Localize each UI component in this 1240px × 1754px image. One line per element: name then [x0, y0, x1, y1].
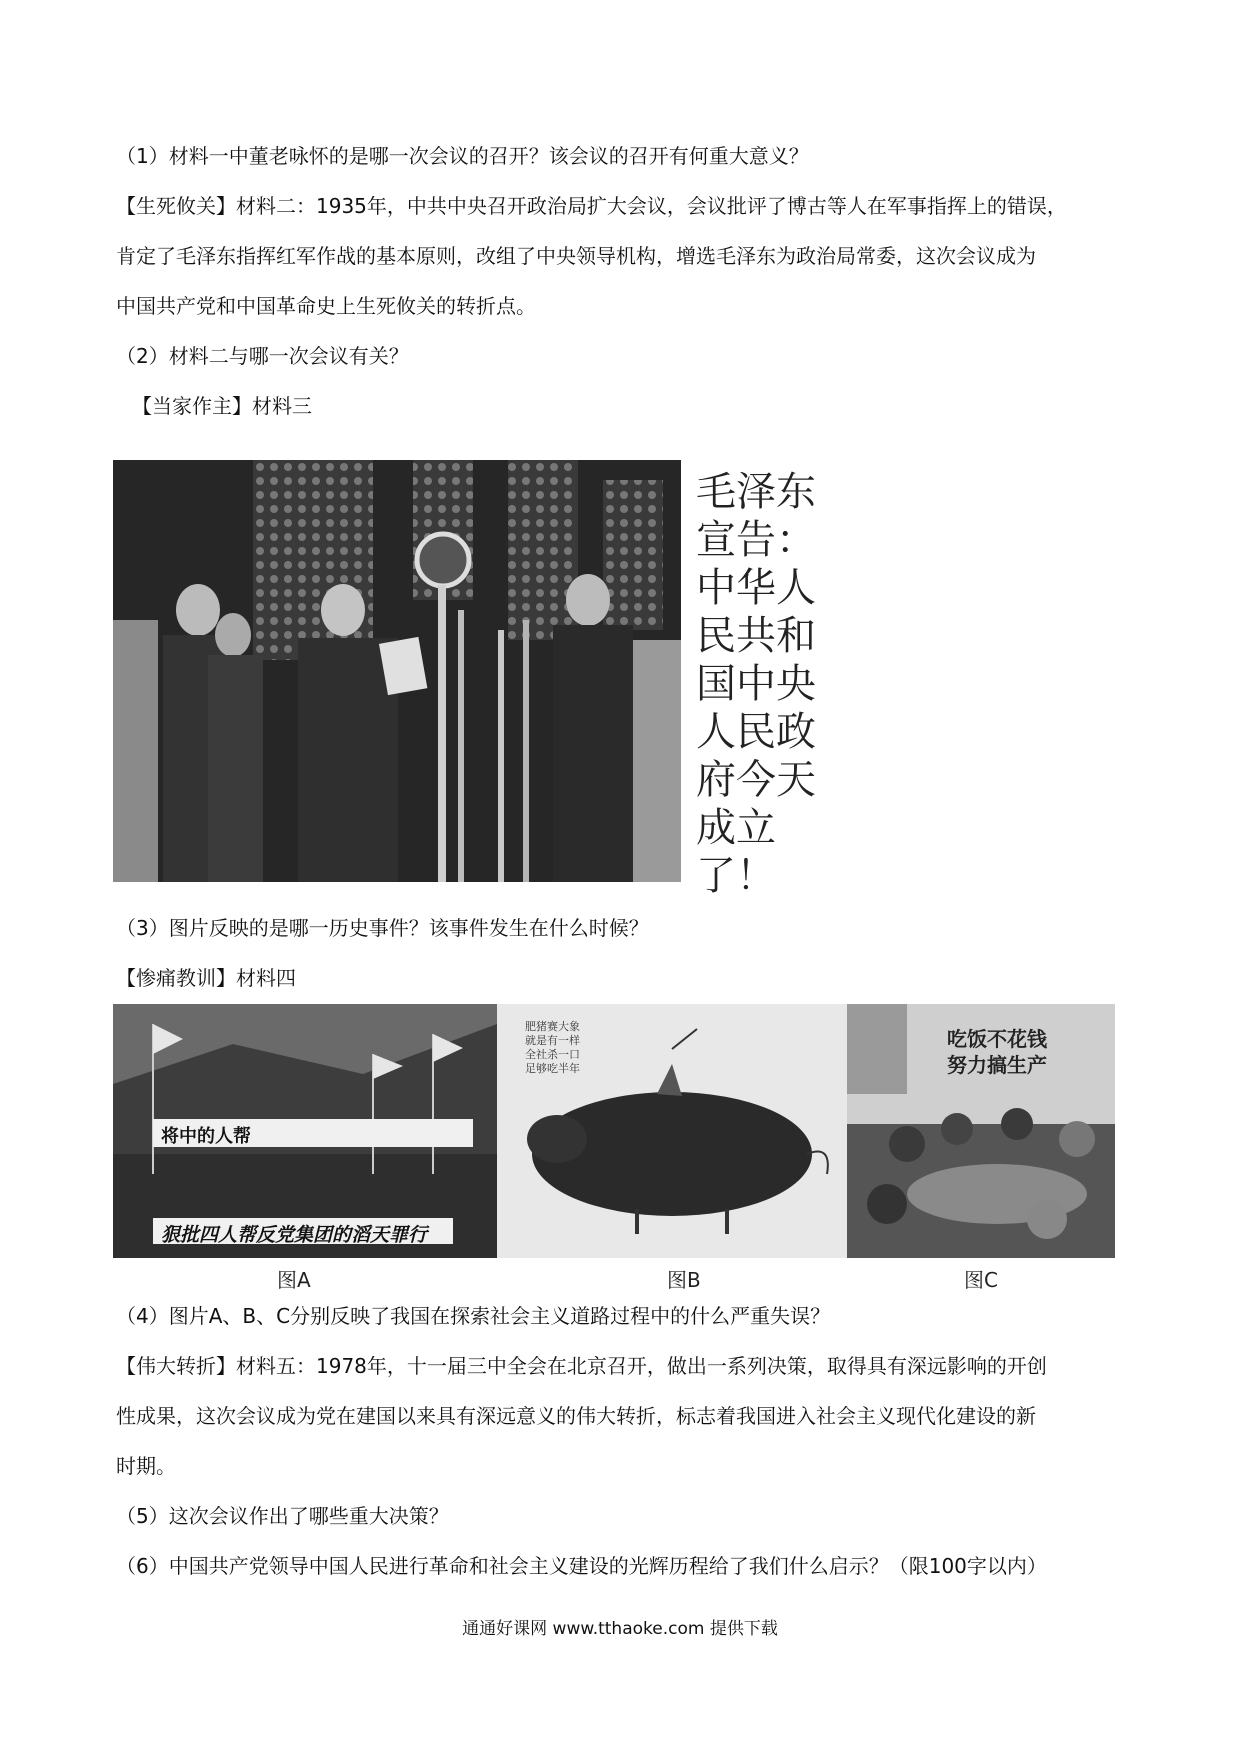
- caption-line: 宣告：: [696, 517, 816, 563]
- poem-line: 全社杀一口: [525, 1048, 580, 1061]
- proclamation-photo: [113, 460, 681, 882]
- material-4-heading: 【惨痛教训】材料四: [116, 966, 296, 990]
- caption-line: 中华人: [696, 565, 816, 611]
- material-2-line-1: 【生死攸关】材料二：1935年，中共中央召开政治局扩大会议，会议批评了博古等人在军事指挥上的错误，: [116, 194, 1067, 218]
- material-5-line-3: 时期。: [116, 1454, 176, 1478]
- material-2-line-2: 肯定了毛泽东指挥红军作战的基本原则，改组了中央领导机构，增选毛泽东为政治局常委，这次会议成为: [116, 244, 1036, 268]
- question-1: （1）材料一中董老咏怀的是哪一次会议的召开？该会议的召开有何重大意义？: [116, 144, 809, 168]
- slogan-line: 吃饭不花钱: [947, 1027, 1047, 1051]
- material-5-line-1: 【伟大转折】材料五：1978年，十一届三中全会在北京召开，做出一系列决策，取得具有深远影响的开创: [116, 1354, 1047, 1378]
- question-5: （5）这次会议作出了哪些重大决策？: [116, 1504, 449, 1528]
- caption-line: 毛泽东: [696, 469, 816, 515]
- material-5-line-2: 性成果，这次会议成为党在建国以来具有深远意义的伟大转折，标志着我国进入社会主义现代化建设的新: [116, 1404, 1036, 1428]
- figure-c-label: 图C: [964, 1268, 998, 1292]
- material-2-line-3: 中国共产党和中国革命史上生死攸关的转折点。: [116, 294, 536, 318]
- proclamation-photo-graphic: [113, 460, 681, 882]
- material-3-heading: 【当家作主】材料三: [132, 394, 312, 418]
- question-4: （4）图片A、B、C分别反映了我国在探索社会主义道路过程中的什么严重失误？: [116, 1304, 831, 1328]
- caption-line: 国中央: [696, 661, 816, 707]
- poem-line: 足够吃半年: [525, 1062, 580, 1075]
- proclamation-caption: [696, 468, 846, 899]
- caption-line: 府今天: [696, 757, 816, 803]
- caption-line: 民共和: [696, 613, 816, 659]
- figure-c-photo: [847, 1004, 1115, 1258]
- page-footer: 通通好课网 www.tthaoke.com 提供下载: [462, 1619, 778, 1639]
- figure-b-poem: [525, 1020, 580, 1076]
- figure-a-banner-top: 将中的人帮: [161, 1126, 251, 1147]
- caption-line: 成立了！: [696, 805, 776, 899]
- slogan-line: 努力搞生产: [947, 1053, 1047, 1077]
- question-3: （3）图片反映的是哪一历史事件？该事件发生在什么时候？: [116, 916, 649, 940]
- poem-line: 就是有一样: [525, 1034, 580, 1047]
- figure-a-banner-bottom: 狠批四人帮反党集团的滔天罪行: [161, 1224, 428, 1246]
- caption-line: 人民政: [696, 709, 816, 755]
- figure-c-slogan: [947, 1026, 1047, 1078]
- figure-a-label: 图A: [277, 1268, 311, 1292]
- figure-b-label: 图B: [667, 1268, 701, 1292]
- question-2: （2）材料二与哪一次会议有关？: [116, 344, 409, 368]
- poem-line: 肥猪赛大象: [525, 1020, 580, 1033]
- figure-b-drawing: [497, 1004, 847, 1258]
- question-6: （6）中国共产党领导中国人民进行革命和社会主义建设的光辉历程给了我们什么启示？（限100字以内）: [116, 1554, 1047, 1578]
- figure-a-photo: [113, 1004, 497, 1258]
